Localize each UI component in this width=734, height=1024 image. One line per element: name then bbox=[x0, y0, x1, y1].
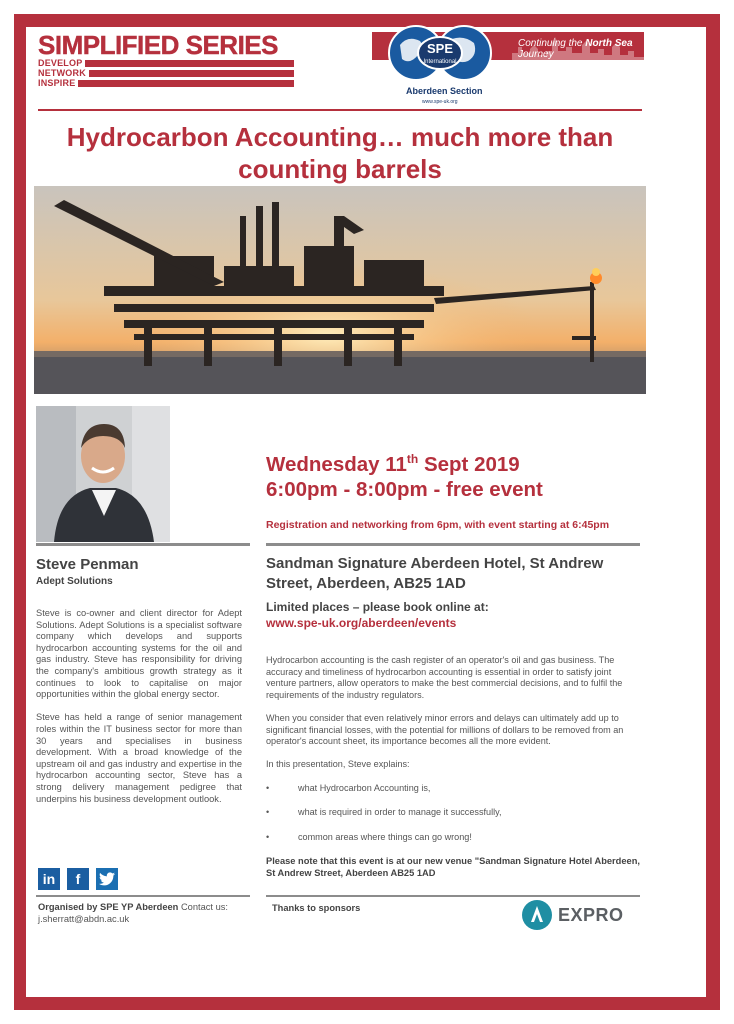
series-word-network: NETWORK bbox=[38, 68, 86, 78]
footer-divider-right bbox=[266, 895, 640, 897]
list-item: • common areas where things can go wrong! bbox=[266, 832, 644, 844]
topics-list bbox=[266, 783, 644, 844]
spe-section-label: Aberdeen Section bbox=[406, 86, 483, 96]
spe-website: www.spe-uk.org bbox=[422, 99, 458, 105]
series-title: SIMPLIFIED SERIES bbox=[38, 30, 278, 60]
expro-icon bbox=[522, 900, 552, 930]
twitter-icon[interactable] bbox=[96, 868, 118, 890]
spe-logo-text: SPE bbox=[426, 41, 454, 56]
header-divider bbox=[38, 109, 642, 111]
description-paragraph: When you consider that even relatively minor errors and delays can ultimately add up to significant financial losses, with the potential for millions of dollars to be removed from an operator's account sheet, its importance becomes all the more evident. bbox=[266, 712, 624, 747]
registration-info: Registration and networking from 6pm, with event starting at 6:45pm bbox=[266, 519, 610, 531]
venue-note: Please note that this event is at our new venue "Sandman Signature Hotel Aberdeen, St Andrew Street, Aberdeen AB25 1AD bbox=[266, 856, 640, 878]
bio-paragraph: Steve is co-owner and client director for Adept Solutions. Adept Solutions is a specialist software company which develops and supports hydrocarbon accounting systems for the oil and gas industry. Steve has responsibility for driving the company's ambitious growth strategy as it continues to look to capitalise on major opportunities within the global energy sector. bbox=[36, 608, 242, 700]
footer-divider-left bbox=[36, 895, 250, 897]
speaker-name: Steve Penman bbox=[36, 556, 139, 573]
booking-link[interactable]: www.spe-uk.org/aberdeen/events bbox=[266, 616, 457, 630]
contact-info: Contact us: j.sherratt@abdn.ac.uk bbox=[38, 902, 228, 924]
linkedin-icon[interactable]: in bbox=[38, 868, 60, 890]
list-item: • what is required in order to manage it successfully, bbox=[266, 807, 644, 819]
expro-wordmark: EXPRO bbox=[558, 904, 624, 925]
spe-logo-subtext: International bbox=[423, 59, 457, 65]
sponsors-heading: Thanks to sponsors bbox=[272, 903, 361, 913]
left-divider bbox=[36, 543, 250, 546]
list-item: • what Hydrocarbon Accounting is, bbox=[266, 783, 644, 795]
spe-band-tagline: Continuing the North Sea Journey bbox=[518, 38, 633, 60]
bio-paragraph: Steve has held a range of senior management roles within the IT business sector for more than 30 years and specialises in business development. With a broad knowledge of the upstream oil and gas industry and expertise in the hydrocarbon accounting sector, Steve has a strong delivery management pedigree that underpins his business development outlook. bbox=[36, 712, 242, 804]
social-links bbox=[38, 868, 118, 890]
speaker-portrait-image bbox=[36, 406, 170, 542]
hero-oil-platform-image bbox=[34, 186, 646, 394]
speaker-bio bbox=[36, 608, 242, 817]
spe-aberdeen-logo bbox=[372, 25, 648, 105]
event-venue: Sandman Signature Aberdeen Hotel, St Andrew Street, Aberdeen, AB25 1AD bbox=[266, 555, 604, 592]
simplified-series-logo bbox=[38, 32, 294, 89]
booking-notice: Limited places – please book online at: bbox=[266, 600, 489, 614]
series-word-develop: DEVELOP bbox=[38, 58, 83, 68]
description-paragraph: Hydrocarbon accounting is the cash register of an operator's oil and gas business. The accuracy and timeliness of hydrocarbon accounting is essential in order to satisfy joint venture partners, allow operators to make the best commercial decisions, and to fulfil the requirements of the industry regulators. bbox=[266, 655, 623, 700]
event-time: 6:00pm - 8:00pm - free event bbox=[266, 478, 543, 501]
speaker-company: Adept Solutions bbox=[36, 576, 113, 587]
facebook-icon[interactable]: f bbox=[67, 868, 89, 890]
description-paragraph: In this presentation, Steve explains: bbox=[266, 759, 410, 770]
event-date: Wednesday 11th Sept 2019 bbox=[266, 452, 520, 476]
expro-sponsor-logo bbox=[522, 900, 624, 930]
series-word-inspire: INSPIRE bbox=[38, 78, 76, 88]
event-description bbox=[266, 655, 644, 856]
right-divider bbox=[266, 543, 640, 546]
organiser-name: Organised by SPE YP Aberdeen bbox=[38, 902, 179, 912]
event-date-time bbox=[266, 452, 543, 502]
organiser-info bbox=[38, 902, 250, 925]
page-title: Hydrocarbon Accounting… much more than counting barrels bbox=[66, 122, 614, 184]
